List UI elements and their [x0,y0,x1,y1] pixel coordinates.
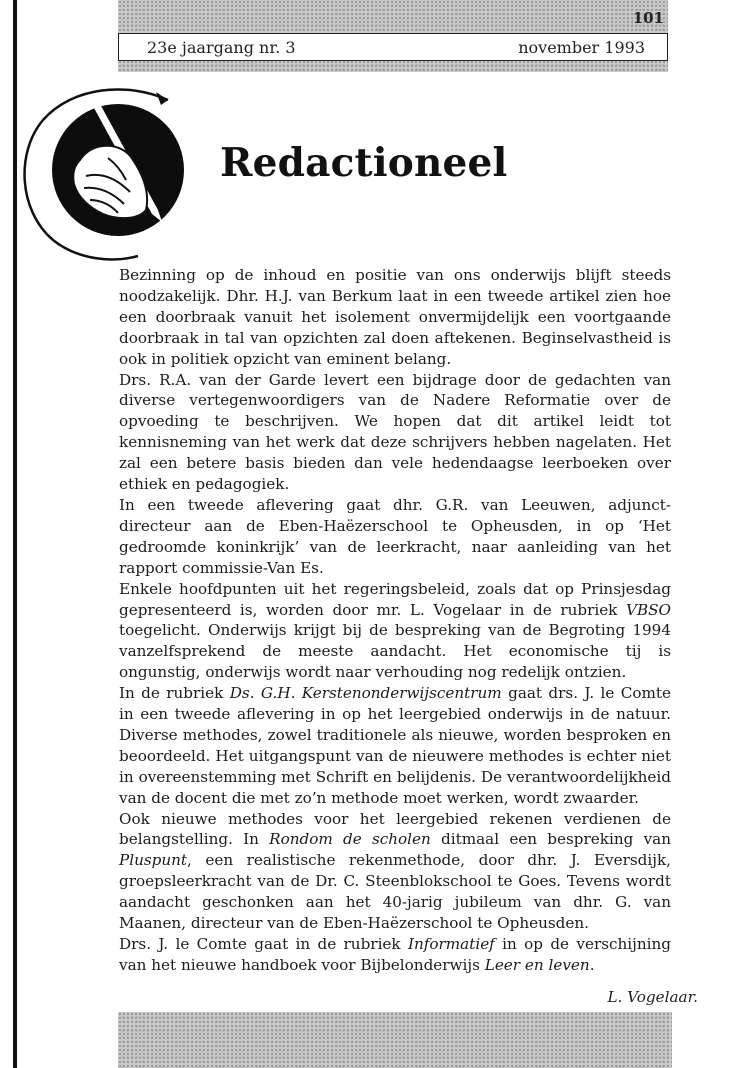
text-run: Enkele hoofdpunten uit het regeringsbeleid, zoals dat op Prinsjesdag gepresenteerd is, worden door mr. L. Vogelaar in de rubriek [119,579,671,619]
article-paragraph [119,370,671,495]
issue-info-bar [118,33,668,61]
text-run: gaat drs. J. le Comte in een tweede aflevering in op het leergebied onderwijs in de natuur. Diverse methodes, zowel traditionele als nieuwe, worden besproken en beoordeeld. Het uitgangspunt van de nieuwere methodes is echter niet in overeenstemming met Schrift en belijdenis. De verantwoordelijkheid van de docent die met zo’n methode moet werken, wordt zwaarder. [119,684,672,807]
page-title: Redactioneel [220,140,508,186]
volume-issue: 23e jaargang nr. 3 [147,37,296,57]
signature: L. Vogelaar. [607,988,698,1006]
italic-text: Pluspunt [119,851,188,870]
italic-text: VBSO [626,600,671,619]
text-run: Ook nieuwe methodes voor het leergebied rekenen verdienen de belangstelling. In [119,809,671,849]
footer-band [118,1012,672,1068]
italic-text: Rondom de scholen [269,830,431,849]
text-run: In de rubriek [119,684,230,703]
italic-text: Informatief [407,935,495,953]
article-paragraph [119,495,671,579]
page-number: 101 [632,9,664,27]
hand-writing-with-pen-icon [18,80,198,265]
text-run: , een realistische rekenmethode, door dhr. J. Eversdijk, groepsleerkracht van de Dr. C. Steenblokschool te Goes. Tevens wordt aandacht geschonken aan het 40-jarig jubileum van dhr. G. van Maanen, directeur van de Eben-Haëzerschool te Opheusden. [119,851,671,933]
text-run: toegelicht. Onderwijs krijgt bij de bespreking van de Begroting 1994 vanzelfsprekend de meeste aandacht. Het economische tij is ongunstig, onderwijs wordt naar verhouding nog redelijk ontzien. [119,621,671,682]
article-paragraph [119,934,671,976]
text-run: Drs. J. le Comte gaat in de rubriek [119,935,408,953]
text-run: ditmaal een bespreking van [430,830,671,849]
article-paragraph [119,265,671,370]
italic-text: Leer en leven [484,955,590,974]
article-paragraph [119,683,671,808]
article-paragraph [119,579,671,684]
article-paragraph [119,809,671,934]
left-margin-rule [13,0,17,1068]
text-run: Drs. R.A. van der Garde levert een bijdrage door de gedachten van diverse vertegenwoordigers van de Nadere Reformatie over de opvoeding te beschrijven. We hopen dat dit artikel leidt tot kennisneming van het werk dat deze schrijvers hebben nagelaten. Het zal een betere basis bieden dan vele hedendaagse leerboeken over ethiek en pedagogiek. [119,370,671,494]
text-run: in op de verschijning van het nieuwe handboek voor Bijbelonderwijs [119,935,671,974]
text-run: Bezinning op de inhoud en positie van ons onderwijs blijft steeds noodzakelijk. Dhr. H.J. van Berkum laat in een tweede artikel zien hoe een doorbraak vanuit het isolement onvermijdelijk een voortgaande doorbraak in tal van opzichten zal doen aftekenen. Beginselvastheid is ook in politiek opzicht van eminent belang. [119,266,671,368]
issue-date: november 1993 [518,37,645,57]
italic-text: Ds. G.H. Kerstenonderwijscentrum [229,684,502,703]
article-body [119,265,671,976]
text-run: . [589,955,595,974]
text-run: In een tweede aflevering gaat dhr. G.R. van Leeuwen, adjunct-directeur aan de Eben-Haëzerschool te Opheusden, in op ‘Het gedroomde koninkrijk’ van de leerkracht, naar aanleiding van het rapport commissie-Van Es. [119,495,671,577]
